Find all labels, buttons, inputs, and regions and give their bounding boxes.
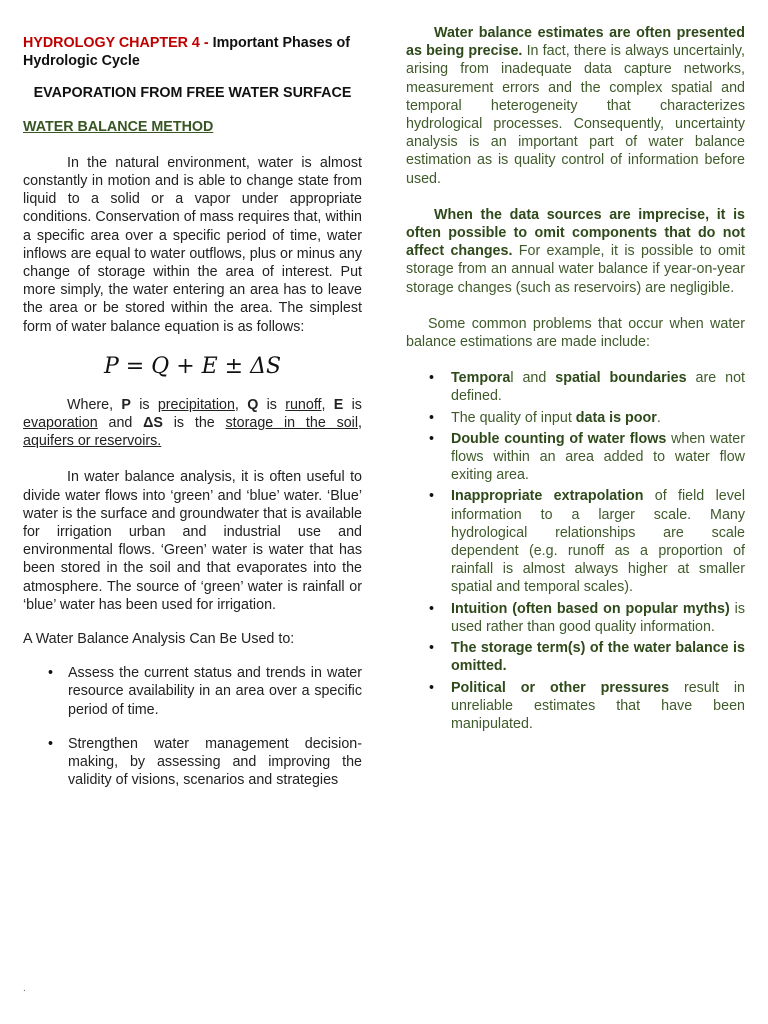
right-column bbox=[406, 24, 745, 733]
footer-dot: . bbox=[23, 983, 26, 994]
chapter-title bbox=[23, 34, 362, 70]
chapter-title-red: HYDROLOGY CHAPTER 4 - bbox=[23, 35, 213, 51]
equation-definition: Where, P is precipitation, Q is runoff, E is evaporation and ΔS is the storage in the soil, aquifers or reservoirs. bbox=[23, 396, 362, 450]
paragraph-green-blue: In water balance analysis, it is often useful to divide water flows into ‘green’ and ‘blue’ water. ‘Blue’ water is the surface and groundwater that is available for irrigation urban and industrial use and environmental flows. ‘Green’ water is water that has been stored in the soil and that evaporates into the atmosphere. The source of ‘green’ water is rainfall or ‘blue’ water has been used for irrigation. bbox=[23, 469, 362, 613]
list-item: • Intuition (often based on popular myths) is used rather than good quality information. bbox=[406, 600, 745, 636]
list-item: • Double counting of water flows when water flows within an area added to water flow exiting area. bbox=[406, 430, 745, 485]
chapter-title-black: Important Phases of Hydrologic Cycle bbox=[23, 35, 351, 70]
list-item: • Assess the current status and trends in water resource availability in an area over a specific period of time. bbox=[23, 664, 362, 719]
uses-list bbox=[23, 664, 362, 789]
method-heading: WATER BALANCE METHOD bbox=[23, 118, 214, 135]
paragraph-precision: Water balance estimates are often presented as being precise. In fact, there is always uncertainly, arising from inadequate data capture networks, measurement errors and the complex spatial and temporal heterogeneity that characterizes hydrological processes. Consequently, uncertainty analysis is an important part of water balance estimation as is quality control of information before used. bbox=[406, 25, 745, 187]
uses-heading: A Water Balance Analysis Can Be Used to: bbox=[23, 631, 295, 648]
list-item: • Political or other pressures result in unreliable estimates that have been manipulated. bbox=[406, 679, 745, 734]
list-item: • Inappropriate extrapolation of field level information to a larger scale. Many hydrological relationships are scale dependent (e.g. runoff as a proportion of rainfall is almost always higher at smaller spatial and temporal scales). bbox=[406, 487, 745, 596]
paragraph-intro: In the natural environment, water is almost constantly in motion and is able to change state from liquid to a solid or a vapor under appropriate conditions. Conservation of mass requires that, within a specific area over a specific period of time, water inflows are equal to water outflows, plus or minus any change of storage within the area of interest. Put more simply, the water entering an area has to leave the area or be stored within the area. The simplest form of water balance equation is as follows: bbox=[23, 154, 362, 335]
list-item: • The storage term(s) of the water balance is omitted. bbox=[406, 639, 745, 675]
section-title: EVAPORATION FROM FREE WATER SURFACE bbox=[33, 85, 352, 102]
list-item: • Strengthen water management decision-making, by assessing and improving the validity of visions, scenarios and strategies bbox=[23, 735, 362, 790]
paragraph-problems-intro: Some common problems that occur when water balance estimations are made include: bbox=[406, 315, 745, 351]
list-item: • The quality of input data is poor. bbox=[406, 409, 745, 427]
problems-list bbox=[406, 369, 745, 733]
list-item: • Temporal and spatial boundaries are not defined. bbox=[406, 369, 745, 405]
paragraph-imprecise: When the data sources are imprecise, it is often possible to omit components that do not affect changes. For example, it is possible to omit storage from an annual water balance if year-on-year storage changes (such as reservoirs) are negligible. bbox=[406, 206, 745, 296]
water-balance-equation: P = Q + E ± ΔS bbox=[103, 353, 282, 379]
left-column bbox=[23, 24, 362, 790]
